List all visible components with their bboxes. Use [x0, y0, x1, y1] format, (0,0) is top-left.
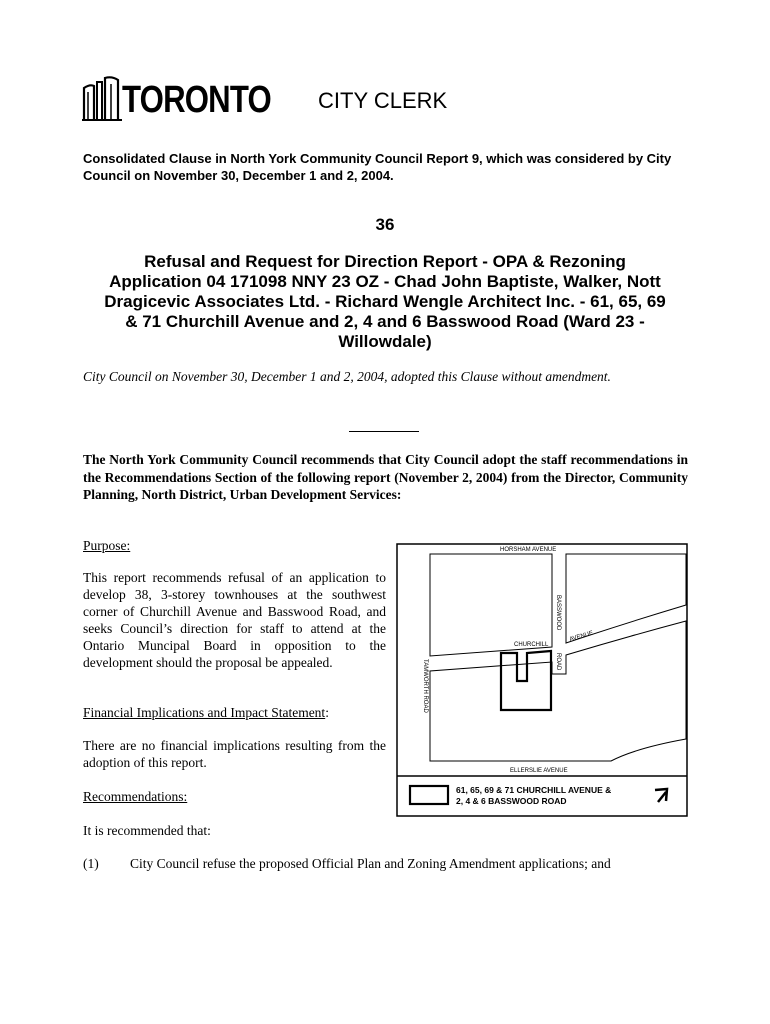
label-basswood-road: ROAD: [555, 653, 561, 671]
financial-heading-colon: :: [325, 705, 329, 720]
recommendation-text: City Council refuse the proposed Official Plan and Zoning Amendment applications; and: [130, 856, 611, 871]
purpose-heading: Purpose:: [83, 538, 131, 553]
clause-title: Refusal and Request for Direction Report - OPA & Rezoning Application 04 171098 NNY 23 OZ - Chad John Baptiste, Walker, Nott Dragicevic Associates Ltd. - Richard Wengle Architect Inc. - 61, 65, 69 & 71 Churchill Avenue and 2, 4 and 6 Basswood Road (Ward 23 - Willowdale): [104, 252, 666, 351]
recommendation-number: (1): [83, 856, 99, 871]
location-map: [396, 543, 688, 817]
financial-heading: [83, 704, 403, 721]
label-churchill-avenue: AVENUE: [568, 630, 594, 643]
label-horsham: HORSHAM AVENUE: [500, 547, 557, 553]
department-title: CITY CLERK: [318, 88, 448, 113]
toronto-logo: [82, 74, 271, 122]
label-ellerslie: ELLERSLIE AVENUE: [510, 768, 568, 774]
financial-heading-label: Financial Implications and Impact Statement: [83, 705, 326, 720]
label-churchill: CHURCHILL: [514, 642, 549, 648]
recommended-that: It is recommended that:: [83, 823, 211, 838]
label-basswood: BASSWOOD: [555, 595, 561, 631]
legend-line-1: 61, 65, 69 & 71 CHURCHILL AVENUE &: [456, 785, 612, 795]
clause-number: 36: [375, 215, 395, 234]
financial-text: There are no financial implications resulting from the adoption of this report.: [83, 738, 386, 770]
consolidated-clause-note: Consolidated Clause in North York Community Council Report 9, which was considered by City Council on November 30, December 1 and 2, 2004.: [83, 151, 672, 183]
legend-line-2: 2, 4 & 6 BASSWOOD ROAD: [456, 796, 567, 806]
logo-wordmark: TORONTO: [122, 79, 271, 121]
community-council-recommendation: The North York Community Council recommends that City Council adopt the staff recommendations in the Recommendations Section of the following report (November 2, 2004) from the Director, Community Planning, North District, Urban Development Services:: [83, 452, 688, 502]
map-frame: [397, 544, 687, 816]
city-hall-icon: [82, 74, 122, 122]
purpose-text: This report recommends refusal of an application to develop 38, 3-storey townhouses at the southwest corner of Churchill Avenue and Basswood Road, and seeks Council’s direction for staff to attend at the Ontario Muncipal Board in opposition to the development should the proposal be appealed.: [83, 570, 386, 670]
label-tamworth: TAMWORTH ROAD: [422, 659, 428, 713]
recommendations-heading: Recommendations:: [83, 789, 188, 804]
divider: [349, 431, 419, 432]
adoption-statement: City Council on November 30, December 1 and 2, 2004, adopted this Clause without amendment.: [83, 369, 611, 384]
